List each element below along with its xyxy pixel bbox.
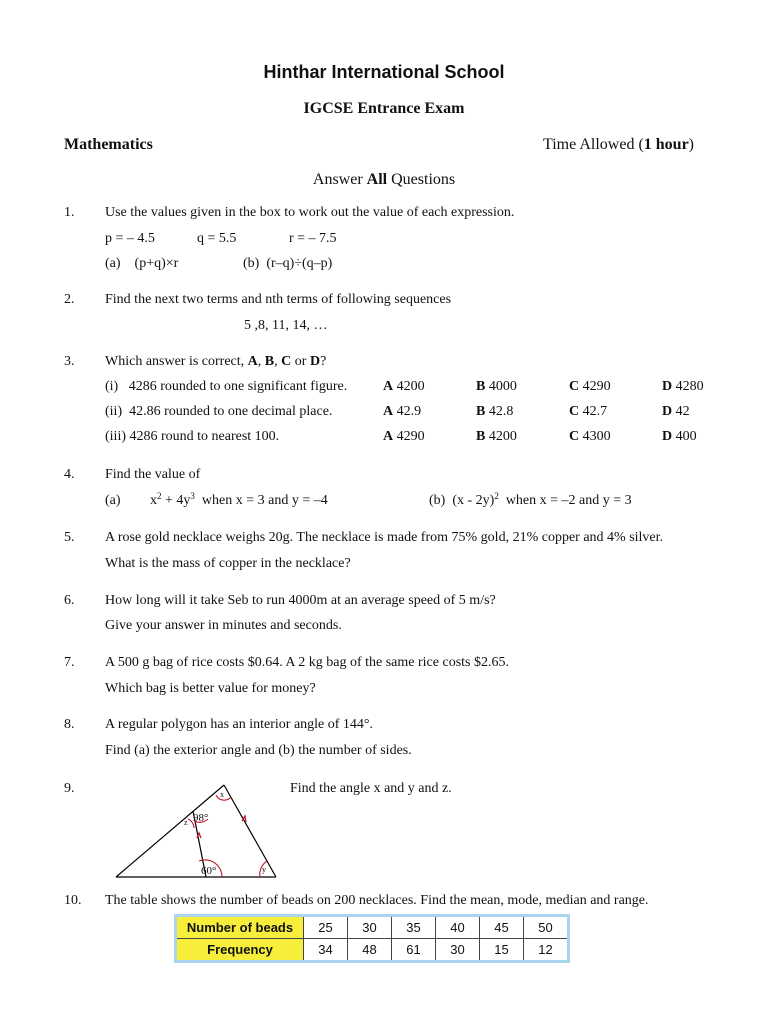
- option-value: 42.8: [488, 404, 514, 419]
- beads-cell: 30: [348, 916, 392, 939]
- q6-line-2: Give your answer in minutes and seconds.: [105, 618, 342, 633]
- q2-text: Find the next two terms and nth terms of following sequences: [105, 292, 452, 307]
- q5-line-1: A rose gold necklace weighs 20g. The necklace is made from 75% gold, 21% copper and 4% silver.: [105, 530, 664, 545]
- option-letter: D: [662, 379, 673, 394]
- q3-number: 3.: [64, 354, 75, 369]
- q3-row-2-c: [569, 404, 607, 420]
- table-row-beads: [176, 916, 569, 939]
- q1-number: 1.: [64, 205, 75, 220]
- q1-part-a: (a) (p+q)×r: [105, 256, 179, 271]
- beads-cell: 35: [392, 916, 436, 939]
- option-letter: B: [476, 379, 486, 394]
- q5-line-2: What is the mass of copper in the necklace?: [105, 556, 351, 571]
- q3-row-1-a: [383, 379, 425, 395]
- option-letter: C: [569, 429, 580, 444]
- q4-b-exponent: 2: [494, 491, 499, 501]
- q3-row-3-b: [476, 429, 517, 445]
- q4-a-x: x: [150, 493, 157, 508]
- option-value: 4200: [396, 379, 425, 394]
- option-value: 4280: [675, 379, 704, 394]
- option-value: 4290: [396, 429, 425, 444]
- angle-z-label: z: [184, 818, 188, 827]
- option-value: 400: [675, 429, 697, 444]
- q4-part-b-expression: [429, 493, 632, 509]
- option-letter: C: [569, 379, 580, 394]
- q9-text: Find the angle x and y and z.: [290, 781, 452, 796]
- angle-y-label: y: [262, 865, 266, 874]
- beads-cell: 50: [524, 916, 569, 939]
- option-value: 4200: [488, 429, 517, 444]
- option-letter: C: [569, 404, 580, 419]
- q3-row-1-b: [476, 379, 517, 395]
- option-letter: B: [476, 404, 486, 419]
- answer-instruction: [0, 171, 768, 189]
- option-letter: A: [383, 404, 394, 419]
- time-value: 1 hour: [643, 136, 689, 153]
- q3-row-2-d: [662, 404, 690, 420]
- q10-text: The table shows the number of beads on 200 necklaces. Find the mean, mode, median and range.: [105, 893, 649, 908]
- q3-row-2-a: [383, 404, 421, 420]
- option-value: 4000: [488, 379, 517, 394]
- time-suffix: ): [688, 136, 694, 153]
- exam-title: IGCSE Entrance Exam: [303, 100, 465, 117]
- q3-option-a: A: [247, 354, 258, 369]
- option-letter: A: [383, 379, 394, 394]
- q4-part-a-expression: [150, 493, 328, 509]
- frequency-cell: 61: [392, 939, 436, 962]
- option-letter: A: [383, 429, 394, 444]
- frequency-cell: 15: [480, 939, 524, 962]
- q3-sep: ,: [257, 354, 265, 369]
- option-value: 42.7: [582, 404, 608, 419]
- q4-b-condition: when x = –2 and y = 3: [498, 493, 632, 508]
- q9-number: 9.: [64, 781, 75, 796]
- q3-text: [105, 354, 326, 370]
- q3-sep: ,: [274, 354, 282, 369]
- q3-row-2-b: [476, 404, 513, 420]
- q4-a-middle: + 4y: [161, 493, 191, 508]
- q4-a-condition: when x = 3 and y = –4: [194, 493, 328, 508]
- q2-number: 2.: [64, 292, 75, 307]
- q1-q-value: q = 5.5: [197, 231, 237, 246]
- q10-number: 10.: [64, 893, 82, 908]
- frequency-cell: 34: [304, 939, 348, 962]
- q7-line-2: Which bag is better value for money?: [105, 681, 316, 696]
- q8-number: 8.: [64, 717, 75, 732]
- angle-98-label: 98°: [193, 812, 209, 824]
- option-value: 42: [675, 404, 690, 419]
- angle-x-label: x: [220, 790, 224, 799]
- q3-row-1-question: (i) 4286 rounded to one significant figure.: [105, 379, 348, 394]
- option-value: 42.9: [396, 404, 422, 419]
- q3-row-1-d: [662, 379, 704, 395]
- q5-number: 5.: [64, 530, 75, 545]
- option-letter: D: [662, 404, 673, 419]
- triangle-diagram: [110, 781, 286, 881]
- q1-p-value: p = – 4.5: [105, 231, 155, 246]
- q3-row-2-question: (ii) 42.86 rounded to one decimal place.: [105, 404, 333, 419]
- time-prefix: Time Allowed (: [543, 136, 644, 153]
- q3-row-3-a: [383, 429, 425, 445]
- q3-option-b: B: [264, 354, 275, 369]
- beads-cell: 40: [436, 916, 480, 939]
- option-value: 4300: [582, 429, 611, 444]
- table-row-frequency: [176, 939, 569, 962]
- q3-row-1-c: [569, 379, 611, 395]
- option-letter: D: [662, 429, 673, 444]
- beads-frequency-table: [174, 914, 570, 963]
- frequency-cell: 30: [436, 939, 480, 962]
- beads-cell: 45: [480, 916, 524, 939]
- q3-option-c: C: [281, 354, 292, 369]
- q3-row-3-question: (iii) 4286 round to nearest 100.: [105, 429, 280, 444]
- q1-part-b: (b) (r–q)÷(q–p): [243, 256, 333, 271]
- q3-row-3-c: [569, 429, 611, 445]
- q8-line-1: A regular polygon has an interior angle of 144°.: [105, 717, 374, 732]
- q4-a-exponent: 3: [190, 491, 195, 501]
- answer-suffix: Questions: [387, 171, 456, 188]
- frequency-cell: 12: [524, 939, 569, 962]
- option-letter: B: [476, 429, 486, 444]
- q3-end: ?: [320, 354, 327, 369]
- school-name: Hinthar International School: [263, 62, 505, 82]
- time-allowed: [543, 136, 694, 154]
- q3-option-d: D: [309, 354, 321, 369]
- q3-or: or: [291, 354, 310, 369]
- q1-text: Use the values given in the box to work out the value of each expression.: [105, 205, 515, 220]
- beads-cell: 25: [304, 916, 348, 939]
- q4-part-a-label: (a): [105, 493, 121, 508]
- q1-r-value: r = – 7.5: [289, 231, 337, 246]
- q4-number: 4.: [64, 467, 75, 482]
- q6-number: 6.: [64, 593, 75, 608]
- q4-text: Find the value of: [105, 467, 201, 482]
- q3-prefix: Which answer is correct,: [105, 354, 248, 369]
- q3-row-3-d: [662, 429, 697, 445]
- frequency-cell: 48: [348, 939, 392, 962]
- q7-number: 7.: [64, 655, 75, 670]
- subject-title: Mathematics: [64, 136, 153, 153]
- row-header-frequency: Frequency: [176, 939, 304, 962]
- q7-line-1: A 500 g bag of rice costs $0.64. A 2 kg bag of the same rice costs $2.65.: [105, 655, 509, 670]
- row-header-beads: Number of beads: [176, 916, 304, 939]
- q4-a-exponent: 2: [157, 491, 162, 501]
- q4-b-label: (b) (x - 2y): [429, 493, 495, 508]
- answer-prefix: Answer: [312, 171, 367, 188]
- triangle-left-side: [116, 785, 224, 877]
- option-value: 4290: [582, 379, 611, 394]
- q8-line-2: Find (a) the exterior angle and (b) the number of sides.: [105, 743, 412, 758]
- answer-bold: All: [366, 171, 388, 188]
- q2-sequence: 5 ,8, 11, 14, …: [244, 318, 328, 333]
- q6-line-1: How long will it take Seb to run 4000m at an average speed of 5 m/s?: [105, 593, 496, 608]
- triangle-right-side: [224, 785, 276, 877]
- angle-60-label: 60°: [201, 865, 217, 877]
